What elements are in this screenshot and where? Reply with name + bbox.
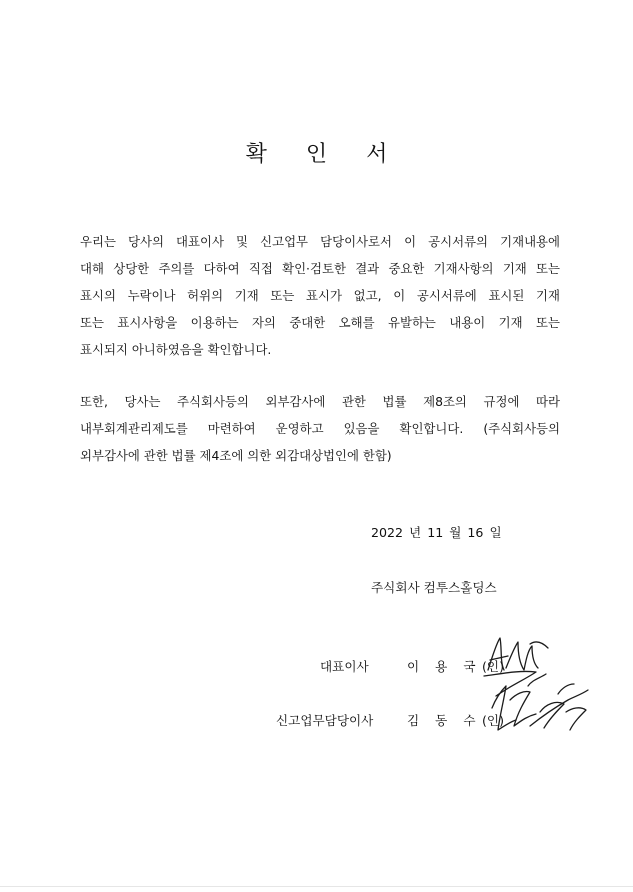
paragraph-line: 우리는 당사의 대표이사 및 신고업무 담당이사로서 이 공시서류의 기재내용에	[80, 234, 560, 249]
signature-ceo-stroke	[488, 638, 508, 670]
signer-name-ceo: 이 용 국	[407, 659, 482, 674]
signer-role-disclosure-officer: 신고업무담당이사	[276, 713, 374, 728]
signature-officer-stroke	[566, 708, 586, 730]
page-bottom-divider	[0, 886, 633, 887]
company-name: 주식회사 컴투스홀딩스	[371, 580, 497, 595]
signature-ceo-stroke	[506, 642, 538, 670]
signer-role-ceo: 대표이사	[320, 659, 369, 674]
paragraph-line: 또는 표시사항을 이용하는 자의 중대한 오해를 유발하는 내용이 기재 또는	[80, 315, 560, 330]
signature-officer-stroke	[492, 686, 516, 730]
document-title: 확 인 서	[245, 142, 404, 167]
signature-officer-stroke	[558, 684, 574, 694]
handwritten-signatures	[470, 630, 600, 760]
seal-mark-disclosure-officer: (인)	[482, 713, 504, 728]
signature-ceo-stroke	[484, 671, 536, 696]
confirmation-paragraph	[80, 228, 560, 363]
paragraph-line: 또한, 당사는 주식회사등의 외부감사에 관한 법률 제8조의 규정에 따라	[80, 394, 560, 409]
signature-ceo-stroke	[530, 642, 548, 648]
internal-control-paragraph	[80, 388, 560, 469]
signer-name-disclosure-officer: 김 동 수	[407, 713, 482, 728]
paragraph-line: 표시되지 아니하였음을 확인합니다.	[80, 342, 272, 357]
paragraph-line: 표시의 누락이나 허위의 기재 또는 표시가 없고, 이 공시서류에 표시된 기재	[80, 288, 560, 303]
document-date: 2022 년 11 월 16 일	[371, 525, 502, 540]
paragraph-line: 내부회계관리제도를 마련하여 운영하고 있음을 확인합니다. (주식회사등의	[80, 421, 560, 436]
seal-mark-ceo: (인)	[482, 659, 504, 674]
paragraph-line: 외부감사에 관한 법률 제4조에 의한 외감대상법인에 한함)	[80, 448, 392, 463]
paragraph-line: 대해 상당한 주의를 다하여 직접 확인·검토한 결과 중요한 기재사항의 기재 또는	[80, 261, 560, 276]
